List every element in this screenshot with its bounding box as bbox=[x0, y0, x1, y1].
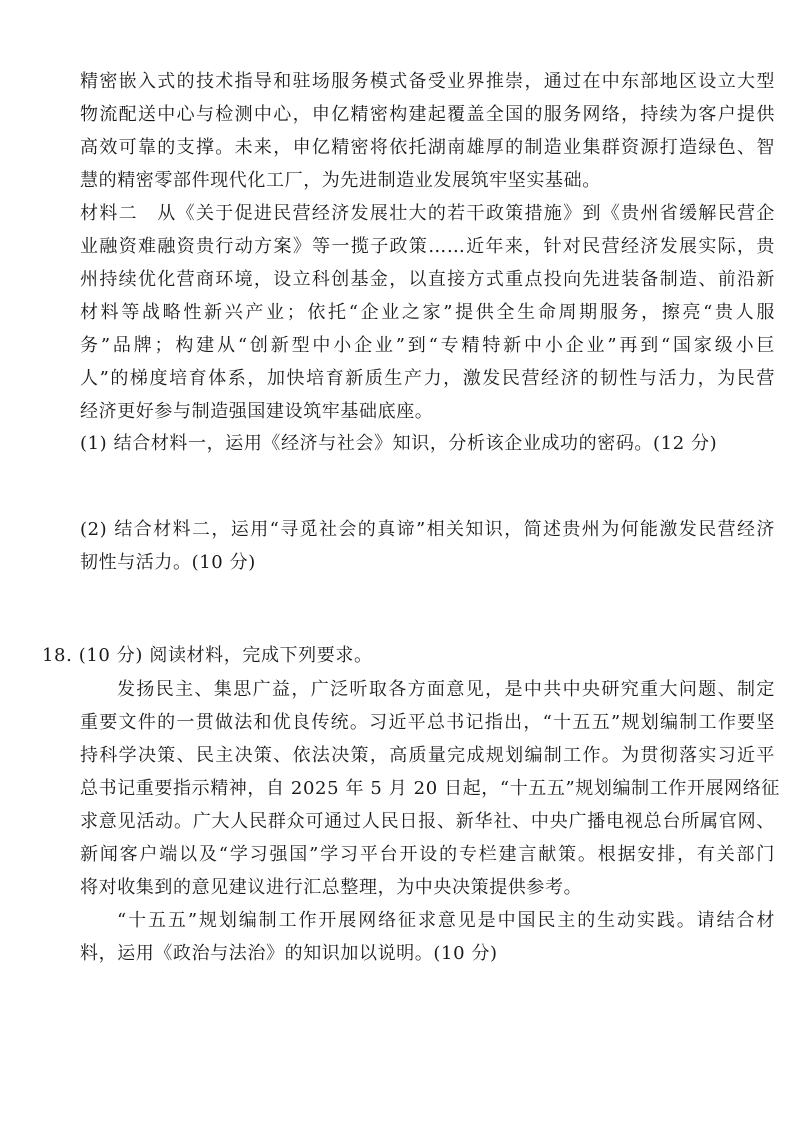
question-18-material-line: 新闻客户端以及“学习强国”学习平台开设的专栏建言献策。根据安排，有关部门 bbox=[80, 844, 775, 865]
material1-line: 精密嵌入式的技术指导和驻场服务模式备受业界推崇，通过在中东部地区设立大型 bbox=[80, 71, 775, 92]
question-18-material-line: 求意见活动。广大人民群众可通过人民日报、新华社、中央广播电视总台所属官网、 bbox=[80, 811, 775, 832]
material2-line: 州持续优化营商环境，设立科创基金，以直接方式重点投向先进装备制造、前沿新 bbox=[80, 269, 775, 290]
question-18-prompt-line: 料，运用《政治与法治》的知识加以说明。(10 分) bbox=[80, 943, 498, 964]
question-18-material-line: 总书记重要指示精神，自 2025 年 5 月 20 日起，“十五五”规划编制工作开展网络征 bbox=[80, 778, 780, 799]
question-18-title: 18. (10 分) 阅读材料，完成下列要求。 bbox=[42, 645, 373, 666]
question-17-2-line: 韧性与活力。(10 分) bbox=[80, 552, 256, 573]
material1-line: 高效可靠的支撑。未来，申亿精密将依托湖南雄厚的制造业集群资源打造绿色、智 bbox=[80, 137, 775, 158]
material2-line: 材料二 从《关于促进民营经济发展壮大的若干政策措施》到《贵州省缓解民营企 bbox=[80, 203, 775, 224]
question-18-material-line: 持科学决策、民主决策、依法决策，高质量完成规划编制工作。为贯彻落实习近平 bbox=[80, 745, 775, 766]
question-18-material-line: 重要文件的一贯做法和优良传统。习近平总书记指出，“十五五”规划编制工作要坚 bbox=[80, 712, 775, 733]
material2-line: 经济更好参与制造强国建设筑牢基础底座。 bbox=[80, 401, 434, 422]
material2-line: 人”的梯度培育体系，加快培育新质生产力，激发民营经济的韧性与活力，为民营 bbox=[80, 368, 775, 389]
question-18-prompt-line: “十五五”规划编制工作开展网络征求意见是中国民主的生动实践。请结合材 bbox=[117, 910, 775, 931]
question-17-2-line: (2) 结合材料二，运用“寻觅社会的真谛”相关知识，简述贵州为何能激发民营经济 bbox=[80, 519, 775, 540]
material1-line: 物流配送中心与检测中心，申亿精密构建起覆盖全国的服务网络，持续为客户提供 bbox=[80, 104, 775, 125]
material2-line: 务”品牌；构建从“创新型中小企业”到“专精特新中小企业”再到“国家级小巨 bbox=[80, 335, 775, 356]
material2-line: 业融资难融资贵行动方案》等一揽子政策……近年来，针对民营经济发展实际，贵 bbox=[80, 236, 775, 257]
material1-line: 慧的精密零部件现代化工厂，为先进制造业发展筑牢坚实基础。 bbox=[80, 170, 601, 191]
question-18-material-line: 发扬民主、集思广益，广泛听取各方面意见，是中共中央研究重大问题、制定 bbox=[117, 679, 775, 700]
material2-line: 材料等战略性新兴产业；依托“企业之家”提供全生命周期服务，擦亮“贵人服 bbox=[80, 302, 775, 323]
question-17-1: (1) 结合材料一，运用《经济与社会》知识，分析该企业成功的密码。(12 分) bbox=[80, 433, 718, 454]
question-18-material-line: 将对收集到的意见建议进行汇总整理，为中央决策提供参考。 bbox=[80, 877, 583, 898]
